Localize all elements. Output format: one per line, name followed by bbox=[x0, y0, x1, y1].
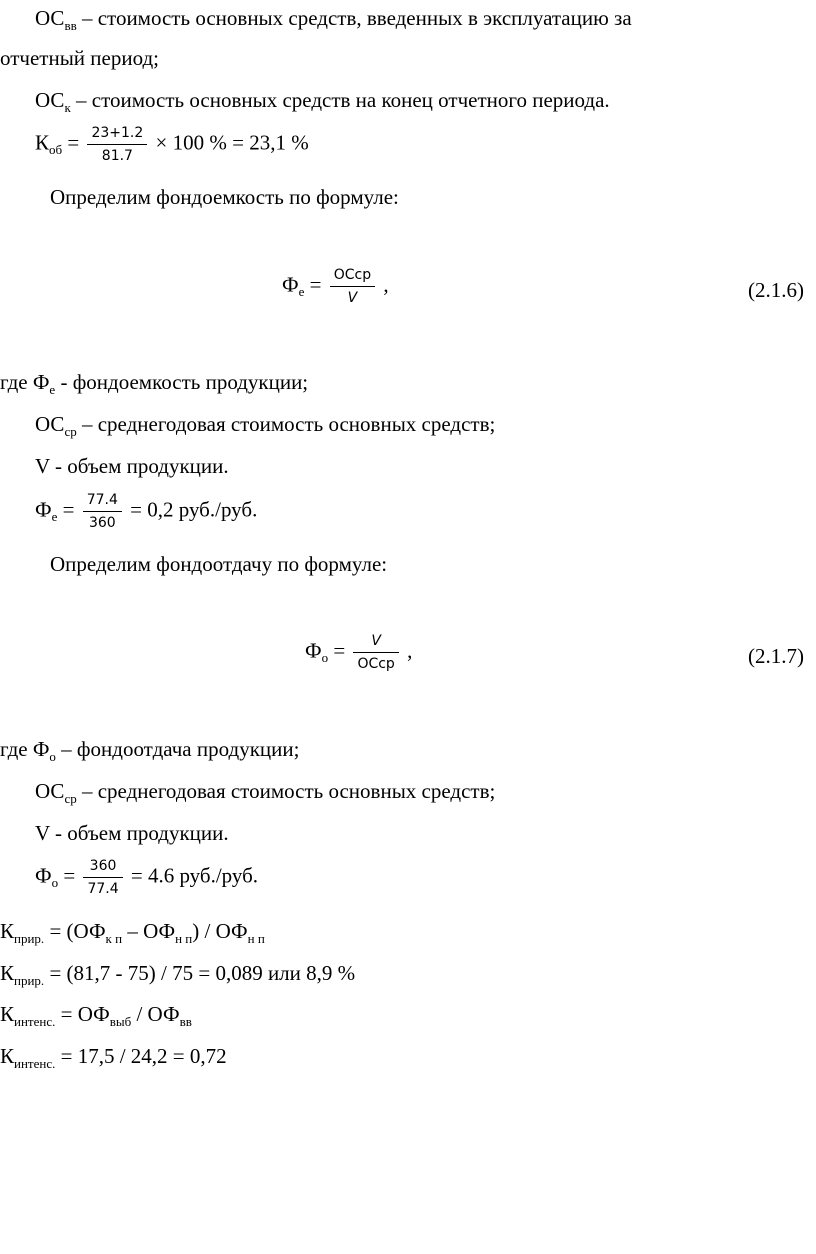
fraction: $\frac{V}{\text{ОСср}}$ bbox=[353, 632, 398, 673]
line-os-vv: $ОС_{вв}$ – стоимость основных средств, введенных в эксплуатацию за bbox=[35, 6, 632, 33]
fraction: $\frac{360}{77.4}$ bbox=[83, 857, 122, 898]
formula-capital-productivity: $Ф_о$ = $\frac{V}{\text{ОСср}}$ , bbox=[305, 633, 413, 672]
fraction: $\frac{\text{ОСср}}{V}$ bbox=[330, 266, 375, 307]
equation-number-2-1-7: (2.1.7) bbox=[748, 644, 804, 668]
line-define-capital-intensity: Определим фондоемкость по формуле: bbox=[50, 185, 399, 209]
line-os-sr: $ОС_{ср}$ – среднегодовая стоимость основных средств; bbox=[35, 412, 496, 439]
fraction: $\frac{23+1.2}{81.7}$ bbox=[87, 124, 147, 165]
line-reporting-period: отчетный период; bbox=[0, 46, 160, 70]
line-os-sr-2: $ОС_{ср}$ – среднегодовая стоимость основных средств; bbox=[35, 779, 496, 806]
formula-k-ob: $К_{об}$ = $\frac{23+1.2}{81.7}$ × 100 % = 23,1 % bbox=[35, 125, 309, 164]
line-where-fe: где $Ф_е$ - фондоемкость продукции; bbox=[0, 370, 309, 397]
calc-k-prir: $К_{прир.} = (81,7 - 75) / 75 = 0,089$ или 8,9 % bbox=[0, 961, 356, 988]
formula-k-intens: $К_{интенс.} = ОФ_{выб} / ОФ_{вв}$ bbox=[0, 1002, 192, 1029]
calc-k-intens: $К_{интенс.} = 17,5 / 24,2 = 0,72$ bbox=[0, 1044, 227, 1071]
line-define-capital-productivity: Определим фондоотдачу по формуле: bbox=[50, 552, 388, 576]
formula-k-prir: $К_{прир.} = (ОФ_{к п} - ОФ_{н п}) / ОФ_{н п}$ bbox=[0, 919, 265, 946]
line-where-fo: где $Ф_о$ – фондоотдача продукции; bbox=[0, 737, 300, 764]
calc-capital-productivity: $Ф_о$ = $\frac{360}{77.4}$ = 4.6 руб./руб. bbox=[35, 858, 259, 897]
equation-number-2-1-6: (2.1.6) bbox=[748, 278, 804, 302]
formula-capital-intensity: $Ф_е$ = $\frac{\text{ОСср}}{V}$ , bbox=[282, 267, 389, 306]
line-v-volume-2: V - объем продукции. bbox=[35, 821, 229, 845]
calc-capital-intensity: $Ф_е$ = $\frac{77.4}{360}$ = 0,2 руб./руб. bbox=[35, 492, 258, 531]
line-v-volume: V - объем продукции. bbox=[35, 454, 229, 478]
fraction: $\frac{77.4}{360}$ bbox=[83, 491, 122, 532]
line-os-k: $ОС_к$ – стоимость основных средств на конец отчетного периода. bbox=[35, 88, 610, 115]
